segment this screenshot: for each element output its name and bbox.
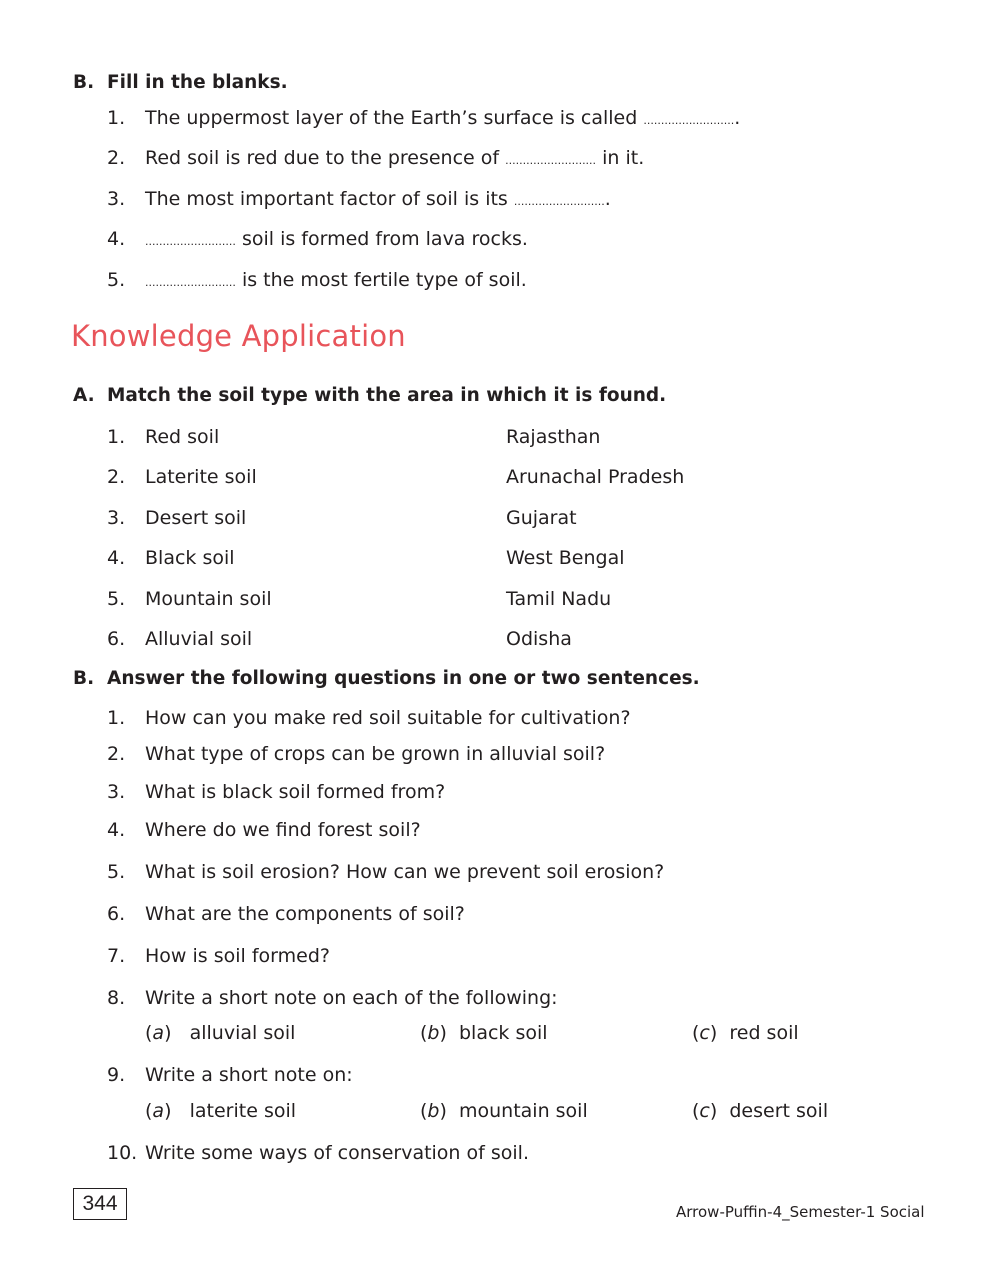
item-number: 6. (107, 628, 126, 650)
blank-dots: .......................... (643, 114, 735, 127)
item-text: Red soil is red due to the presence of (145, 147, 506, 169)
question-text: What is soil erosion? How can we prevent soil erosion? (145, 861, 665, 883)
blank-dots: .......................... (513, 195, 605, 208)
match-heading (73, 385, 666, 406)
area-name: Tamil Nadu (506, 588, 612, 610)
sub-option-label: c (699, 1022, 710, 1044)
blank-dots: .......................... (505, 154, 597, 167)
sub-option-text: laterite soil (189, 1100, 297, 1122)
area-name: Odisha (506, 628, 572, 650)
question-number: 8. (107, 987, 126, 1009)
sub-option: (b) black soil (420, 1022, 548, 1044)
section-letter: B. (73, 72, 95, 93)
answer-heading (73, 668, 700, 689)
section-title: Answer the following questions in one or two sentences. (107, 668, 700, 689)
item-number: 2. (107, 466, 126, 488)
sub-option-label: a (152, 1022, 165, 1044)
question-text: What type of crops can be grown in alluvial soil? (145, 743, 606, 765)
item-text: The most important factor of soil is its (145, 188, 514, 210)
soil-type: Laterite soil (145, 466, 257, 488)
soil-type: Black soil (145, 547, 235, 569)
soil-type: Red soil (145, 426, 220, 448)
sub-option: (c) red soil (692, 1022, 799, 1044)
fill-blanks-heading (73, 72, 288, 93)
item-text-after: is the most fertile type of soil. (235, 269, 527, 291)
sub-option: (b) mountain soil (420, 1100, 588, 1122)
sub-option-text: alluvial soil (189, 1022, 296, 1044)
question-number: 6. (107, 903, 126, 925)
question-number: 5. (107, 861, 126, 883)
section-title: Fill in the blanks. (107, 72, 288, 93)
question-text: What is black soil formed from? (145, 781, 446, 803)
item-text-after: soil is formed from lava rocks. (235, 228, 528, 250)
sub-option: (c) desert soil (692, 1100, 829, 1122)
item-number: 3. (107, 507, 126, 529)
item-text: The uppermost layer of the Earth’s surface is called (145, 107, 644, 129)
soil-type: Mountain soil (145, 588, 272, 610)
item-text-after: in it. (596, 147, 645, 169)
item-number: 1. (107, 426, 126, 448)
area-name: West Bengal (506, 547, 625, 569)
question-number: 7. (107, 945, 126, 967)
question-text: Write some ways of conservation of soil. (145, 1142, 529, 1164)
question-number: 1. (107, 707, 126, 729)
question-text: How can you make red soil suitable for cultivation? (145, 707, 631, 729)
item-number: 5. (107, 269, 126, 291)
book-footer-text: Arrow-Puffin-4_Semester-1 Social (676, 1203, 925, 1221)
soil-type: Alluvial soil (145, 628, 253, 650)
item-number: 3. (107, 188, 126, 210)
item-number: 4. (107, 228, 126, 250)
section-title: Match the soil type with the area in which it is found. (107, 385, 667, 406)
item-number: 1. (107, 107, 126, 129)
question-number: 4. (107, 819, 126, 841)
item-text-after: . (604, 188, 611, 210)
blank-dots: .......................... (145, 276, 236, 289)
sub-option-text: black soil (458, 1022, 548, 1044)
question-text: Write a short note on each of the following: (145, 987, 558, 1009)
knowledge-application-title: Knowledge Application (71, 319, 406, 353)
sub-option-label: c (699, 1100, 710, 1122)
item-number: 4. (107, 547, 126, 569)
soil-type: Desert soil (145, 507, 247, 529)
item-number: 2. (107, 147, 126, 169)
question-number: 9. (107, 1064, 126, 1086)
sub-option: (a) laterite soil (145, 1100, 297, 1122)
sub-option-text: red soil (729, 1022, 799, 1044)
sub-option-text: desert soil (729, 1100, 829, 1122)
question-text: How is soil formed? (145, 945, 330, 967)
question-number: 2. (107, 743, 126, 765)
sub-option-label: b (427, 1100, 440, 1122)
sub-option-label: b (427, 1022, 440, 1044)
item-text-after: . (734, 107, 741, 129)
item-number: 5. (107, 588, 126, 610)
question-number: 3. (107, 781, 126, 803)
area-name: Arunachal Pradesh (506, 466, 685, 488)
question-text: Where do we find forest soil? (145, 819, 421, 841)
question-text: What are the components of soil? (145, 903, 465, 925)
sub-option-label: a (152, 1100, 165, 1122)
section-letter: A. (73, 385, 95, 406)
area-name: Rajasthan (506, 426, 601, 448)
page-number: 344 (73, 1188, 127, 1220)
sub-option: (a) alluvial soil (145, 1022, 296, 1044)
blank-dots: .......................... (145, 235, 236, 248)
section-letter: B. (73, 668, 95, 689)
question-text: Write a short note on: (145, 1064, 353, 1086)
area-name: Gujarat (506, 507, 577, 529)
question-number: 10. (107, 1142, 138, 1164)
sub-option-text: mountain soil (458, 1100, 588, 1122)
